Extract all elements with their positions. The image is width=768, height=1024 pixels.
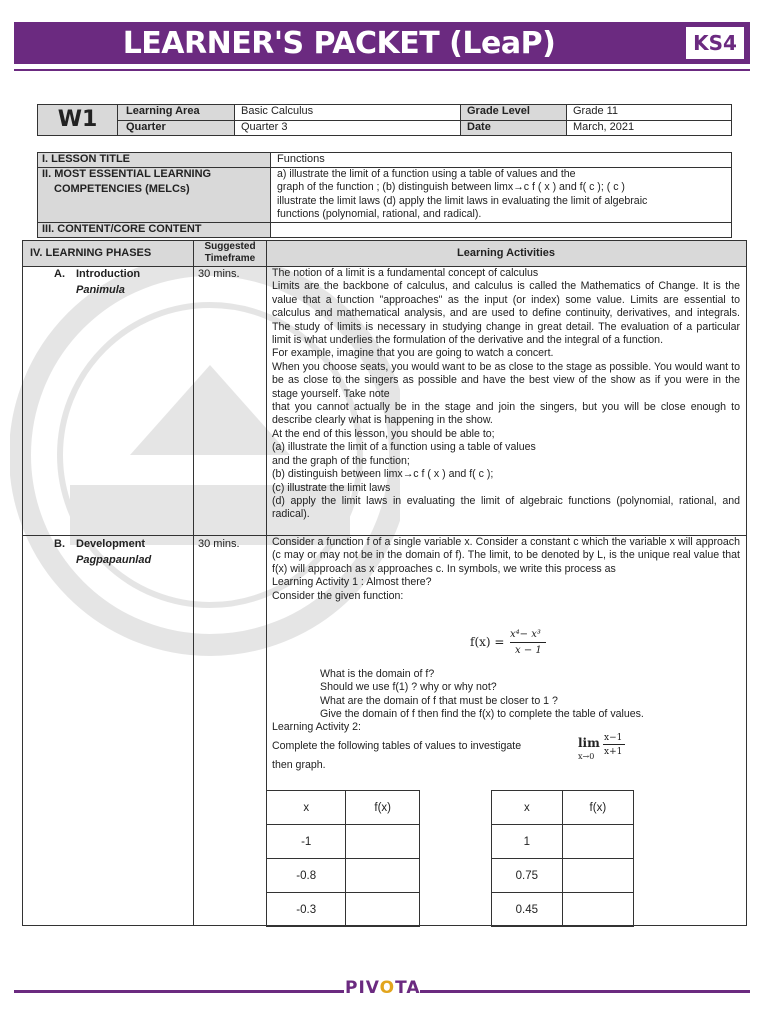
table-header-fx: f(x) — [562, 791, 633, 825]
pivot-logo: PIVOTA — [345, 978, 421, 998]
table-header-x: x — [267, 791, 346, 825]
table-cell-x: -0.8 — [267, 859, 346, 893]
limit-expression: lim x→0 x−1 x+1 — [576, 732, 636, 762]
values-table-right — [491, 790, 634, 927]
date-label: Date — [461, 121, 566, 135]
table-cell-fx[interactable] — [346, 859, 420, 893]
table-cell-x: 0.45 — [492, 893, 563, 927]
footer-rule-left — [14, 990, 344, 993]
intro-text: The notion of a limit is a fundamental concept of calculus Limits are the backbone of calculus, and calculus is called the Mathematics of Change. It is the value that a function "approaches" as the input (or index) some value. Limits are essential to calculus and mathematical analysis, and are used to define continuity, derivatives, and integrals. The study of limits is necessary in studying change in great detail. The evaluation of a particular limit is what underlies the formulation of the derivative and the integral of a function. For example, imagine that you are going to watch a concert. When you choose seats, you would want to be as close to the stage as possible. You would want to be as close to the singers as possible and have the best view of the show as if you were in the stage yourself. Take note that you cannot actually be in the stage and join the singers, but you will be close enough to describe clearly what is happening in the show. At the end of this lesson, you should be able to; (a) illustrate the limit of a function using a table of values and the graph of the function; (b) distinguish between limx→c f ( x ) and f( c ); (c) illustrate the limit laws (d) apply the limit laws in evaluating the limit of algebraic functions (polynomial, rational, and radical). — [272, 267, 740, 521]
learning-area-label: Learning Area — [118, 105, 234, 120]
table-cell-fx[interactable] — [346, 893, 420, 927]
activity2-label: Learning Activity 2: — [272, 721, 361, 733]
learning-area-value: Basic Calculus — [241, 105, 314, 117]
dev-name: Development — [76, 538, 146, 550]
questions: What is the domain of f? Should we use f(1) ? why or why not? What are the domain of f that must be closer to 1 ? Give the domain of f then find the f(x) to complete the table of values. — [320, 668, 644, 721]
week-label: W1 — [38, 105, 117, 135]
dev-letter: B. — [54, 538, 65, 550]
header-rule — [14, 69, 750, 71]
lesson-title-label: I. LESSON TITLE — [42, 153, 131, 165]
grade-level-label: Grade Level — [461, 105, 566, 120]
content-label: III. CONTENT/CORE CONTENT — [42, 223, 202, 235]
melc-label-line2: COMPETENCIES (MELCs) — [54, 183, 190, 195]
packet-title: LEARNER'S PACKET (LeaP) — [122, 26, 556, 61]
timeframe-header: Suggested Timeframe — [204, 241, 256, 264]
intro-subname: Panimula — [76, 284, 125, 296]
formula-fx: f(x) = x⁴− x³ x − 1 — [470, 626, 570, 660]
dev-subname: Pagpapaunlad — [76, 554, 152, 566]
content-value — [277, 223, 727, 237]
intro-name: Introduction — [76, 268, 141, 280]
then-graph: then graph. — [272, 759, 326, 771]
dev-text: Consider a function f of a single variable x. Consider a constant c which the variable x will approach (c may or may not be in the domain of f). The limit, to be denoted by L, is the unique real value that f(x) will approach as x approaches c. In symbols, we write this process as Learning Activity 1 : Almost there? Consider the given function: — [272, 536, 740, 602]
quarter-value: Quarter 3 — [241, 121, 288, 133]
dev-time: 30 mins. — [198, 538, 240, 550]
grade-level-value: Grade 11 — [573, 105, 619, 117]
lesson-title-value: Functions — [277, 153, 325, 165]
table-cell-fx[interactable] — [562, 859, 633, 893]
footer-rule-right — [420, 990, 750, 993]
table-cell-x: 0.75 — [492, 859, 563, 893]
activities-header: Learning Activities — [456, 247, 555, 259]
ks4-badge: KS4 — [686, 27, 744, 59]
intro-time: 30 mins. — [198, 268, 240, 280]
table-header-fx: f(x) — [346, 791, 420, 825]
table-cell-fx[interactable] — [562, 893, 633, 927]
table-cell-fx[interactable] — [346, 825, 420, 859]
table-cell-x: 1 — [492, 825, 563, 859]
table-header-x: x — [492, 791, 563, 825]
melc-text: a) illustrate the limit of a function using a table of values and the graph of the function ; (b) distinguish between limx→c f ( x ) and f( c ); ( c ) illustrate the limit laws (d) apply the limit laws in evaluating the limit of algebraic functions (polynomial, rational, and radical). — [277, 168, 648, 221]
table-cell-x: -1 — [267, 825, 346, 859]
table-cell-fx[interactable] — [562, 825, 633, 859]
intro-letter: A. — [54, 268, 65, 280]
values-table-left — [266, 790, 420, 927]
melc-label-line1: II. MOST ESSENTIAL LEARNING — [42, 168, 212, 180]
activity2-text: Complete the following tables of values to investigate — [272, 740, 522, 752]
table-cell-x: -0.3 — [267, 893, 346, 927]
header-banner — [14, 22, 750, 64]
date-value: March, 2021 — [573, 121, 635, 133]
phases-header: IV. LEARNING PHASES — [30, 247, 152, 259]
quarter-label: Quarter — [118, 121, 234, 135]
